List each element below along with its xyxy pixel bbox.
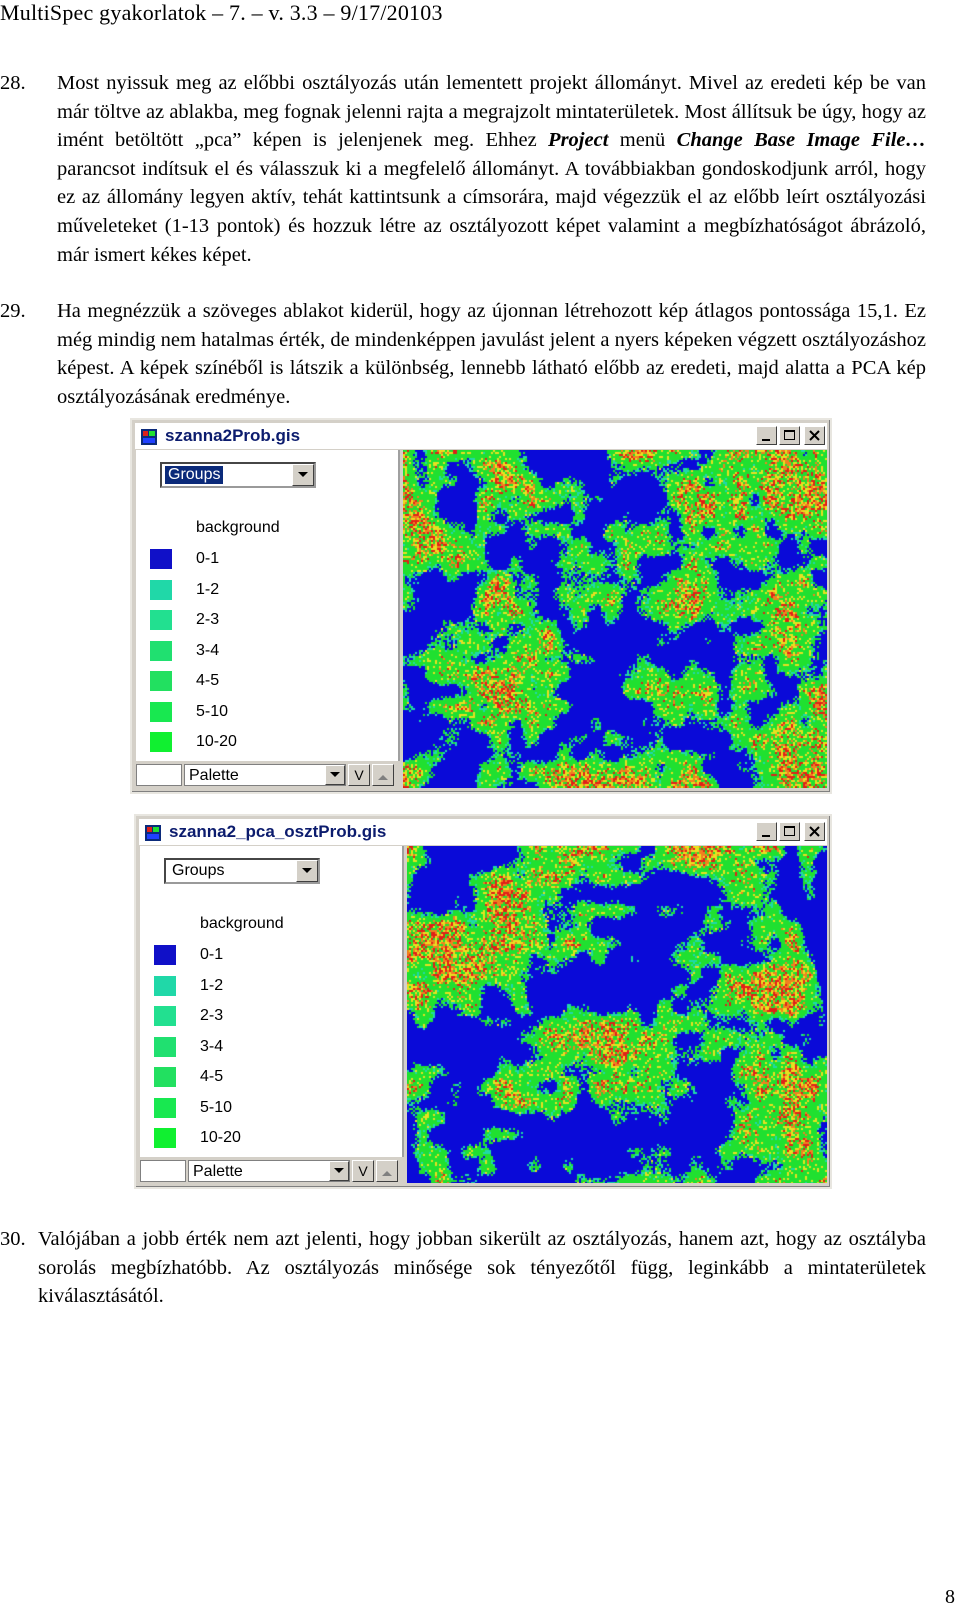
v-button[interactable]: V <box>348 764 370 786</box>
window-title: szanna2_pca_osztProb.gis <box>169 822 387 841</box>
legend-label: 2-3 <box>196 611 220 628</box>
legend-header: background <box>196 519 280 536</box>
legend-label: 3-4 <box>200 1038 224 1055</box>
legend-pane <box>136 450 400 761</box>
legend-swatch-1-2[interactable] <box>150 580 172 600</box>
legend-swatch-3-4[interactable] <box>154 1037 176 1057</box>
item-number: 29. <box>0 300 26 322</box>
chevron-down-icon <box>302 868 312 874</box>
classification-window-pca[interactable] <box>134 814 832 1189</box>
item-number: 30. <box>0 1228 26 1250</box>
legend-swatch-3-4[interactable] <box>150 641 172 661</box>
window-title: szanna2Prob.gis <box>165 426 301 445</box>
close-button[interactable] <box>804 822 825 841</box>
legend-label: 2-3 <box>200 1007 224 1024</box>
legend-swatch-0-1[interactable] <box>154 945 176 965</box>
legend-pane <box>140 846 404 1157</box>
scroll-up-button[interactable] <box>372 764 394 786</box>
maximize-button[interactable] <box>779 822 800 841</box>
legend-label: 5-10 <box>200 1099 233 1116</box>
v-button[interactable]: V <box>352 1160 374 1182</box>
app-icon <box>145 825 161 841</box>
item-number: 28. <box>0 72 26 94</box>
groups-dropdown-value: Groups <box>165 466 223 484</box>
close-icon <box>807 824 822 839</box>
chevron-down-icon <box>334 1168 344 1174</box>
palette-dropdown-button[interactable] <box>329 1161 349 1181</box>
legend-swatch-4-5[interactable] <box>150 671 172 691</box>
list-item-28 <box>0 69 928 299</box>
chevron-up-icon <box>382 1170 392 1176</box>
legend-label: 0-1 <box>200 946 224 963</box>
palette-toolbar <box>136 762 400 788</box>
legend-header: background <box>200 915 284 932</box>
minimize-icon <box>759 428 774 443</box>
legend-label: 5-10 <box>196 703 229 720</box>
groups-dropdown[interactable] <box>164 858 320 884</box>
groups-dropdown-value: Groups <box>172 862 225 879</box>
palette-dropdown[interactable] <box>184 764 346 786</box>
close-icon <box>807 428 822 443</box>
item-29-text: Ha megnézzük a szöveges ablakot kiderül, hogy az újonnan létrehozott kép átlagos pontossága 15,1. Ez még mindig nem hatalmas érték, de mindenképpen javulást jelent a nyers képeken végzett osztályozáshoz képest. A képek színéből is látszik a különbség, lennebb látható előbb az eredeti, majd alatta a PCA kép osztályozásának eredménye. <box>57 300 926 408</box>
legend-swatch-10-20[interactable] <box>154 1128 176 1148</box>
legend-swatch-0-1[interactable] <box>150 549 172 569</box>
palette-dropdown-value: Palette <box>193 1163 243 1180</box>
legend-label: 10-20 <box>196 733 237 750</box>
legend-swatch-4-5[interactable] <box>154 1067 176 1087</box>
legend-label: 10-20 <box>200 1129 241 1146</box>
legend-label: 0-1 <box>196 550 220 567</box>
chevron-up-icon <box>378 774 388 780</box>
palette-swatch-box <box>136 764 182 786</box>
groups-dropdown[interactable] <box>160 462 316 488</box>
legend-swatch-5-10[interactable] <box>150 702 172 722</box>
legend-swatch-1-2[interactable] <box>154 976 176 996</box>
maximize-button[interactable] <box>779 426 800 445</box>
item-30-text: Valójában a jobb érték nem azt jelenti, hogy jobban sikerült az osztályozás, hanem azt, hogy az osztályba sorolás megbízhatóbb. Az osztályozás minősége sok tényezőtől függ, leginkább a mintaterületek kiválasztásától. <box>38 1228 926 1308</box>
scroll-up-button[interactable] <box>376 1160 398 1182</box>
minimize-button[interactable] <box>756 822 777 841</box>
palette-dropdown-button[interactable] <box>325 765 345 785</box>
groups-dropdown-button[interactable] <box>296 860 318 882</box>
maximize-icon <box>782 428 797 443</box>
window-titlebar[interactable] <box>139 819 827 845</box>
legend-swatch-2-3[interactable] <box>154 1006 176 1026</box>
classified-image-pane[interactable] <box>403 450 827 788</box>
page-header: MultiSpec gyakorlatok – 7. – v. 3.3 – 9/17/20103 <box>0 0 443 25</box>
classification-window-original[interactable] <box>130 418 832 794</box>
maximize-icon <box>782 824 797 839</box>
project-menu-reference: Project <box>548 129 609 152</box>
window-titlebar[interactable] <box>135 423 827 449</box>
groups-dropdown-button[interactable] <box>292 464 314 486</box>
list-item-29 <box>0 297 928 417</box>
legend-label: 4-5 <box>196 672 220 689</box>
minimize-icon <box>759 824 774 839</box>
change-base-image-command: Change Base Image File… <box>676 129 926 152</box>
app-icon <box>141 429 157 445</box>
legend-label: 1-2 <box>196 581 220 598</box>
page-number: 8 <box>945 1586 955 1608</box>
chevron-down-icon <box>298 472 308 478</box>
minimize-button[interactable] <box>756 426 777 445</box>
legend-label: 1-2 <box>200 977 224 994</box>
palette-dropdown[interactable] <box>188 1160 350 1182</box>
classified-image[interactable] <box>407 846 827 1183</box>
palette-dropdown-value: Palette <box>189 767 239 784</box>
legend-label: 4-5 <box>200 1068 224 1085</box>
palette-swatch-box <box>140 1160 186 1182</box>
list-item-30 <box>0 1225 928 1315</box>
legend-swatch-5-10[interactable] <box>154 1098 176 1118</box>
classified-image-pane[interactable] <box>407 846 827 1183</box>
palette-toolbar <box>140 1158 404 1184</box>
close-button[interactable] <box>804 426 825 445</box>
legend-swatch-10-20[interactable] <box>150 732 172 752</box>
item-28-text: Most nyissuk meg az előbbi osztályozás után lementett projekt állományt. Mivel az eredeti kép be van már töltve az ablakba, meg fognak jelenni rajta a megrajzolt mintaterületek. Most állítsuk be úgy, hogy az imént betöltött „pca” képen is jelenjenek meg. Ehhez Project menü Change Base Image File… parancsot indítsuk el és válasszuk ki a megfelelő állományt. A továbbiakban gondoskodjunk arról, hogy ez az állomány legyen aktív, tehát kattintsunk a címsorára, majd végezzük el az előbb leírt osztályozási műveleteket (1-13 pontok) és hozzuk létre az osztályozott képet valamint a megbízhatóságot ábrázoló, már ismert kékes képet. <box>57 72 926 266</box>
legend-swatch-2-3[interactable] <box>150 610 172 630</box>
chevron-down-icon <box>330 772 340 778</box>
classified-image[interactable] <box>403 450 827 788</box>
legend-label: 3-4 <box>196 642 220 659</box>
